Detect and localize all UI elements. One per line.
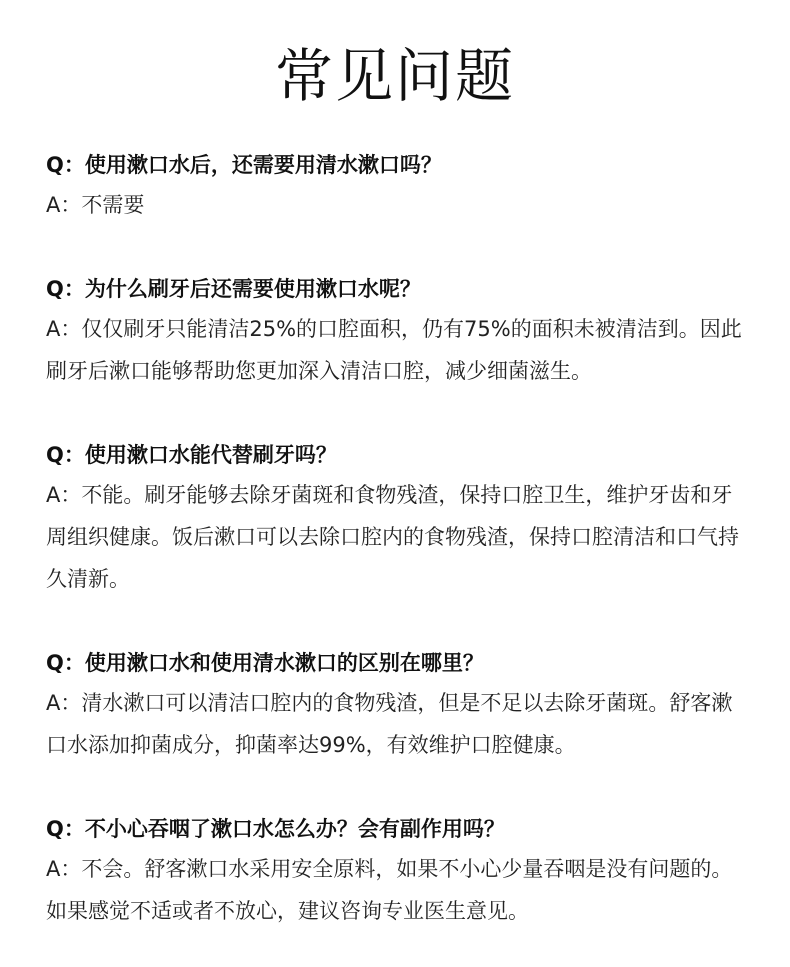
faq-item-4 [46, 648, 744, 766]
faq-question: Q：不小心吞咽了漱口水怎么办？会有副作用吗？ [46, 817, 505, 841]
faq-question: Q：使用漱口水和使用清水漱口的区别在哪里？ [46, 651, 484, 675]
faq-question: Q：使用漱口水能代替刷牙吗？ [46, 443, 337, 467]
faq-answer: A：清水漱口可以清洁口腔内的食物残渣，但是不足以去除牙菌斑。舒客漱口水添加抑菌成分，抑菌率达99%，有效维护口腔健康。 [46, 691, 733, 757]
faq-item-2 [46, 274, 744, 392]
faq-item-5 [46, 814, 744, 932]
faq-list [46, 150, 744, 932]
faq-answer: A：不会。舒客漱口水采用安全原料，如果不小心少量吞咽是没有问题的。如果感觉不适或者不放心，建议咨询专业医生意见。 [46, 857, 733, 923]
faq-answer: A：不能。刷牙能够去除牙菌斑和食物残渣，保持口腔卫生，维护牙齿和牙周组织健康。饭后漱口可以去除口腔内的食物残渣，保持口腔清洁和口气持久清新。 [46, 483, 739, 591]
faq-question: Q：为什么刷牙后还需要使用漱口水呢？ [46, 277, 421, 301]
faq-answer: A：不需要 [46, 193, 145, 217]
faq-answer: A：仅仅刷牙只能清洁25%的口腔面积，仍有75%的面积未被清洁到。因此刷牙后漱口能够帮助您更加深入清洁口腔，减少细菌滋生。 [46, 317, 742, 383]
faq-question: Q：使用漱口水后，还需要用清水漱口吗？ [46, 153, 442, 177]
faq-item-1 [46, 150, 744, 226]
page-title: 常见问题 [274, 42, 515, 110]
faq-item-3 [46, 440, 744, 600]
